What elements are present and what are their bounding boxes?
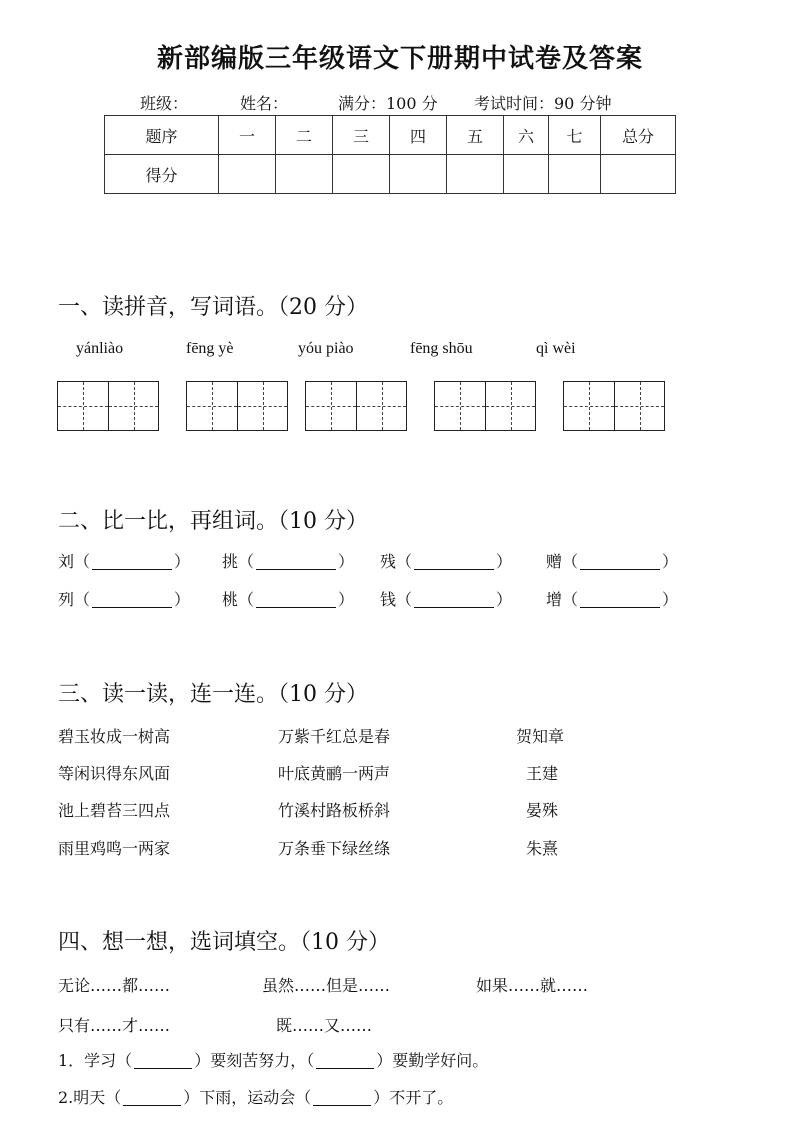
table-cell: 六 — [504, 116, 549, 155]
poet-name[interactable]: 晏殊 — [526, 801, 559, 820]
score-table — [104, 115, 676, 194]
writing-grid[interactable] — [434, 381, 536, 431]
table-cell: 一 — [219, 116, 276, 155]
compare-item: 残（ ） — [380, 552, 513, 571]
writing-grid[interactable] — [305, 381, 407, 431]
poem-line-second[interactable]: 万条垂下绿丝绦 — [278, 839, 391, 858]
page-title: 新部编版三年级语文下册期中试卷及答案 — [156, 44, 643, 74]
poem-line-second[interactable]: 叶底黄鹂一两声 — [278, 764, 391, 783]
poet-name[interactable]: 贺知章 — [516, 727, 565, 746]
name-label: 姓名： — [240, 94, 289, 113]
writing-grid[interactable] — [186, 381, 288, 431]
table-cell: 七 — [549, 116, 601, 155]
score-input-cell[interactable] — [601, 155, 676, 194]
compare-item: 挑（ ） — [222, 552, 355, 571]
answer-blank[interactable] — [134, 1054, 192, 1069]
section-heading-3: 三、读一读，连一连。（10 分） — [58, 682, 368, 707]
answer-blank[interactable] — [414, 555, 494, 570]
poem-line-first[interactable]: 碧玉妆成一树高 — [58, 727, 171, 746]
answer-blank[interactable] — [316, 1054, 374, 1069]
score-table-header-row — [105, 116, 676, 155]
writing-grid[interactable] — [563, 381, 665, 431]
word-option: 无论……都…… — [58, 976, 171, 995]
pinyin-label: qì wèi — [536, 340, 576, 357]
question-1: 1．学习（ ）要刻苦努力，（ ）要勤学好问。 — [58, 1051, 489, 1070]
score-input-cell[interactable] — [219, 155, 276, 194]
score-input-cell[interactable] — [276, 155, 333, 194]
table-cell: 三 — [333, 116, 390, 155]
compare-item: 列（ ） — [58, 590, 191, 609]
word-option: 既……又…… — [276, 1016, 373, 1035]
table-cell: 五 — [447, 116, 504, 155]
section-heading-1: 一、读拼音，写词语。（20 分） — [58, 295, 368, 320]
word-option: 如果……就…… — [476, 976, 589, 995]
compare-item: 桃（ ） — [222, 590, 355, 609]
poem-line-second[interactable]: 万紫千红总是春 — [278, 727, 391, 746]
answer-blank[interactable] — [92, 593, 172, 608]
answer-blank[interactable] — [92, 555, 172, 570]
answer-blank[interactable] — [256, 593, 336, 608]
score-input-cell[interactable] — [447, 155, 504, 194]
question-2: 2.明天（ ）下雨，运动会（ ）不开了。 — [58, 1088, 454, 1107]
class-label: 班级： — [140, 94, 189, 113]
score-input-cell[interactable] — [549, 155, 601, 194]
poet-name[interactable]: 王建 — [526, 764, 559, 783]
table-cell: 二 — [276, 116, 333, 155]
pinyin-label: yóu piào — [298, 340, 354, 357]
compare-item: 刘（ ） — [58, 552, 191, 571]
compare-item: 增（ ） — [546, 590, 679, 609]
answer-blank[interactable] — [580, 593, 660, 608]
word-option: 只有……才…… — [58, 1016, 171, 1035]
poem-line-first[interactable]: 雨里鸡鸣一两家 — [58, 839, 171, 858]
score-input-cell[interactable] — [504, 155, 549, 194]
score-input-cell[interactable] — [333, 155, 390, 194]
section-heading-4: 四、想一想，选词填空。（10 分） — [58, 930, 390, 955]
section-heading-2: 二、比一比，再组词。（10 分） — [58, 509, 368, 534]
pinyin-label: fēng yè — [186, 340, 234, 357]
word-option: 虽然……但是…… — [262, 976, 391, 995]
poem-line-second[interactable]: 竹溪村路板桥斜 — [278, 801, 391, 820]
poet-name[interactable]: 朱熹 — [526, 839, 559, 858]
pinyin-label: fēng shōu — [410, 340, 473, 357]
writing-grid[interactable] — [57, 381, 159, 431]
score-table-score-row — [105, 155, 676, 194]
answer-blank[interactable] — [580, 555, 660, 570]
answer-blank[interactable] — [414, 593, 494, 608]
table-cell: 题序 — [105, 116, 219, 155]
table-cell: 得分 — [105, 155, 219, 194]
table-cell: 四 — [390, 116, 447, 155]
pinyin-label: yánliào — [76, 340, 124, 357]
exam-time-label: 考试时间：90 分钟 — [474, 94, 612, 113]
compare-item: 赠（ ） — [546, 552, 679, 571]
full-score-label: 满分：100 分 — [338, 94, 438, 113]
compare-item: 钱（ ） — [380, 590, 513, 609]
score-input-cell[interactable] — [390, 155, 447, 194]
answer-blank[interactable] — [313, 1091, 371, 1106]
poem-line-first[interactable]: 池上碧苔三四点 — [58, 801, 171, 820]
answer-blank[interactable] — [123, 1091, 181, 1106]
table-cell: 总分 — [601, 116, 676, 155]
poem-line-first[interactable]: 等闲识得东风面 — [58, 764, 171, 783]
answer-blank[interactable] — [256, 555, 336, 570]
